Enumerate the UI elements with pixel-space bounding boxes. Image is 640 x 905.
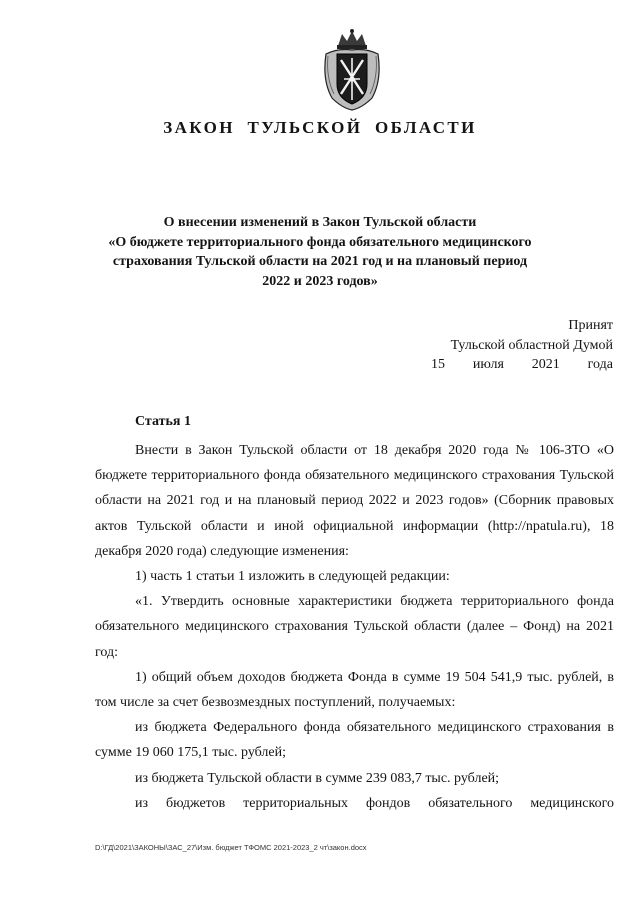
law-title: ЗАКОН ТУЛЬСКОЙ ОБЛАСТИ xyxy=(163,118,477,137)
adoption-month: июля xyxy=(472,357,504,372)
article-heading: Статья 1 xyxy=(135,414,191,429)
law-name-line: «О бюджете территориального фонда обязательного медицинского xyxy=(108,234,532,250)
tula-coat-of-arms-icon xyxy=(320,28,384,112)
adoption-year-word: года xyxy=(587,357,613,372)
article-paragraph: из бюджетов территориальных фондов обязательного медицинского xyxy=(135,795,614,811)
article-paragraph: из бюджета Федерального фонда обязательного медицинского страхования в сумме 19 060 175,1 тыс. рублей; xyxy=(95,720,614,761)
article-body xyxy=(95,438,614,816)
article-paragraph: 1) общий объем доходов бюджета Фонда в сумме 19 504 541,9 тыс. рублей, в том числе за счет безвозмездных поступлений, получаемых: xyxy=(95,669,614,711)
adoption-year: 2021 xyxy=(531,357,560,372)
adoption-day: 15 xyxy=(431,357,445,372)
law-name-line: О внесении изменений в Закон Тульской области xyxy=(163,215,477,230)
article-paragraph: из бюджета Тульской области в сумме 239 083,7 тыс. рублей; xyxy=(135,770,500,786)
law-name-line: 2022 и 2023 годов» xyxy=(262,273,378,289)
adopted-label: Принят xyxy=(568,318,613,333)
adopted-by: Тульской областной Думой xyxy=(450,337,613,353)
article-paragraph: 1) часть 1 статьи 1 изложить в следующей редакции: xyxy=(135,569,450,585)
article-paragraph: «1. Утвердить основные характеристики бюджета территориального фонда обязательного медицинского страхования Тульской области (далее – Фонд) на 2021 год: xyxy=(95,594,614,660)
article-paragraph: Внести в Закон Тульской области от 18 декабря 2020 года № 106-ЗТО «О бюджете территориального фонда обязательного медицинского страхования Тульской области на 2021 год и на плановый период 2022 и 2023 годов» (Сборник правовых актов Тульской области и иной официальной информации (http://npatula.ru), 18 декабря 2020 года) следующие изменения: xyxy=(95,443,614,559)
law-name xyxy=(0,213,640,291)
law-name-line: страхования Тульской области на 2021 год и на плановый период xyxy=(112,254,528,269)
adoption-block xyxy=(431,316,613,375)
document-file-path: D:\ГД\2021\ЗАКОНЫ\ЗАС_27\Изм. бюджет ТФОМС 2021-2023_2 чт\закон.docx xyxy=(95,843,367,852)
adoption-date xyxy=(431,355,613,375)
